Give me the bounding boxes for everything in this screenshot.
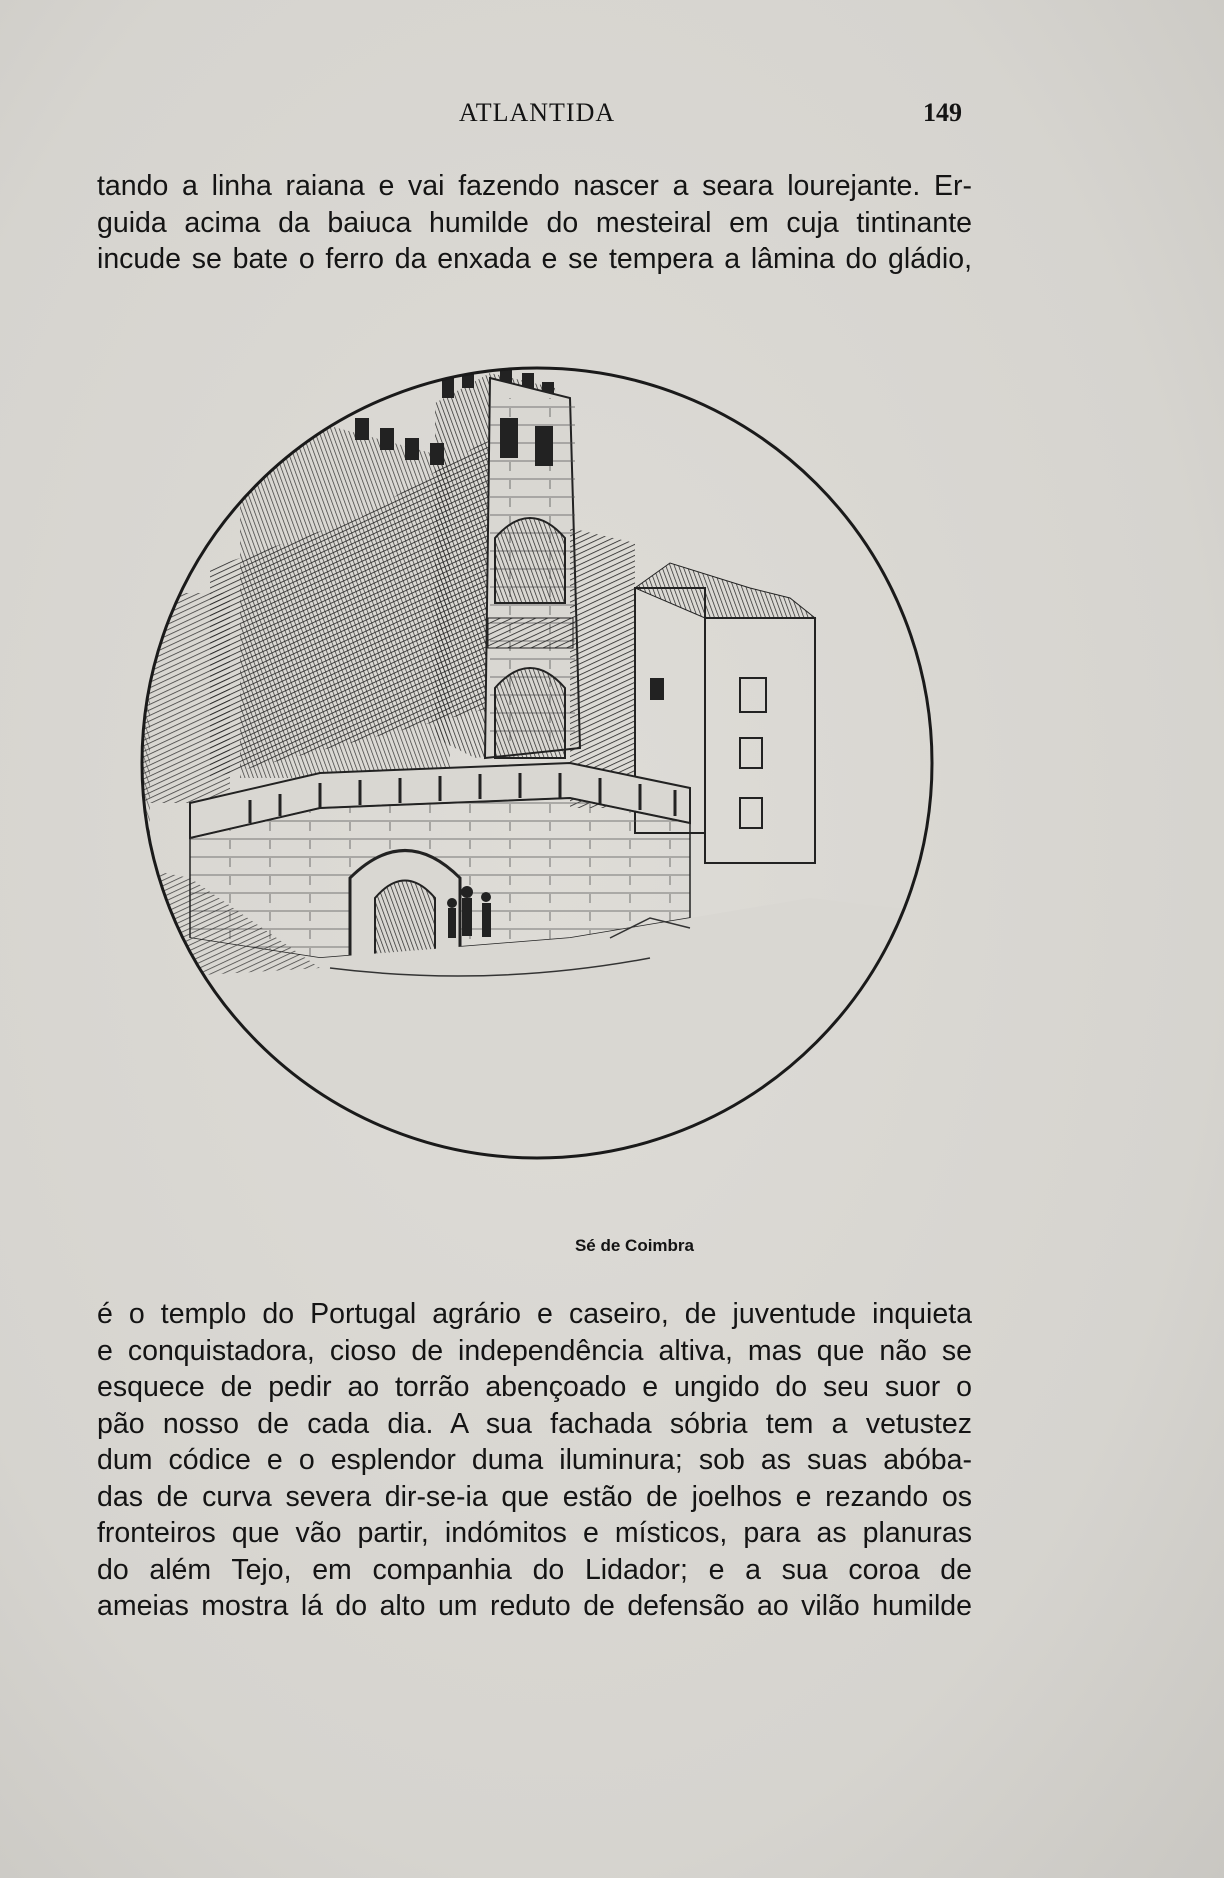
text-line: pão nosso de cada dia. A sua fachada sóbria tem a vetustez <box>97 1407 972 1440</box>
figure-caption: Sé de Coimbra <box>574 1236 695 1255</box>
text-line: incude se bate o ferro da enxada e se tempera a lâmina do gládio, <box>97 243 972 275</box>
text-line: é o templo do Portugal agrário e caseiro, de juventude inquieta <box>97 1298 972 1330</box>
text-line: esquece de pedir ao torrão abençoado e ungido do seu suor o <box>97 1371 972 1403</box>
text-line: tando a linha raiana e vai fazendo nascer a seara lourejante. Er- <box>97 170 972 202</box>
paragraph-top <box>97 168 972 278</box>
page-header <box>92 98 982 138</box>
cathedral-illustration <box>90 318 980 1238</box>
text-line: guida acima da baiuca humilde do mesteiral em cuja tintinante <box>97 206 972 239</box>
text-line: do além Tejo, em companhia do Lidador; e a sua coroa de <box>97 1553 972 1586</box>
text-line: fronteiros que vão partir, indómitos e místicos, para as planuras <box>97 1517 972 1549</box>
running-title: ATLANTIDA <box>458 98 616 127</box>
text-line: das de curva severa dir-se-ia que estão de joelhos e rezando os <box>97 1480 972 1513</box>
text-line: e conquistadora, cioso de independência altiva, mas que não se <box>97 1334 972 1367</box>
paragraph-bottom <box>97 1296 972 1625</box>
page-number: 149 <box>923 98 962 127</box>
text-line: ameias mostra lá do alto um reduto de defensão ao vilão humilde <box>97 1590 972 1622</box>
text-line: dum códice e o esplendor duma iluminura; sob as suas abóba- <box>97 1444 972 1476</box>
illustration-scene <box>90 366 980 1238</box>
